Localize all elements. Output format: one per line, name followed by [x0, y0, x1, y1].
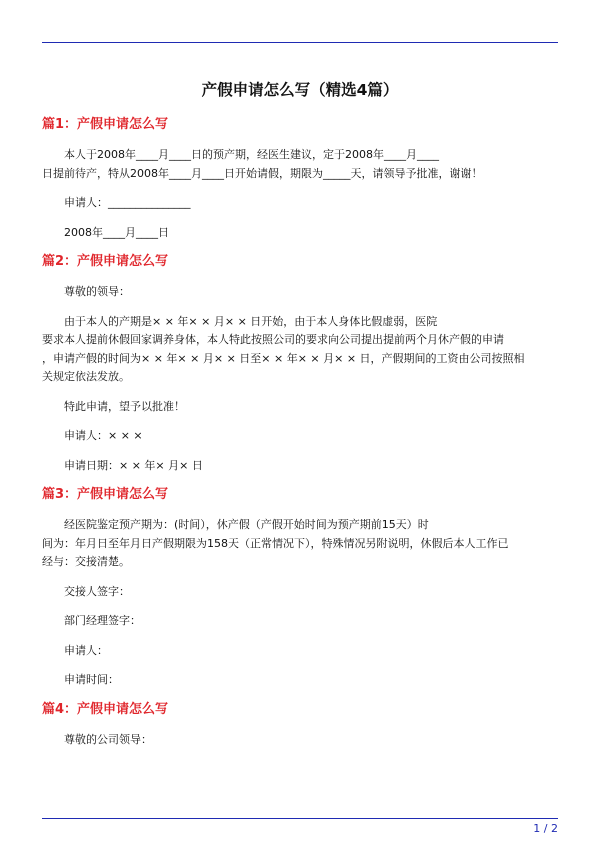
paragraph: [42, 224, 558, 243]
paragraph: [42, 583, 558, 602]
paragraph: [42, 642, 558, 661]
paragraph: [42, 313, 558, 387]
paragraph: [42, 671, 558, 690]
section-heading: 篇1：产假申请怎么写: [42, 117, 169, 132]
section-heading: 篇4：产假申请怎么写: [42, 701, 169, 717]
paragraph-line: 申请时间：: [64, 673, 119, 686]
paragraph-line: 2008年____月____日: [64, 225, 169, 239]
paragraph-line: 关规定依法发放。: [42, 370, 130, 383]
paragraph-line: ，申请产假的时间为× × 年× × 月× × 日至× × 年× × 月× × 日，产假期间的工资由公司按照相: [42, 351, 525, 365]
paragraph-line: 特此申请，望予以批准！: [64, 399, 185, 413]
paragraph-line: 日提前待产，特从2008年____月____日开始请假，期限为_____天，请领导予批准，谢谢！: [42, 166, 483, 180]
paragraph-line: 经与：交接清楚。: [42, 555, 130, 568]
paragraph-line: 尊敬的公司领导：: [64, 732, 152, 746]
section-heading: 篇2：产假申请怎么写: [42, 254, 169, 269]
footer-rule: [42, 818, 558, 819]
paragraph-line: 由于本人的产期是× × 年× × 月× × 日开始，由于本人身体比假虚弱，医院: [64, 314, 438, 328]
paragraph: [42, 194, 558, 213]
paragraph: [42, 612, 558, 631]
paragraph-line: 申请日期：× × 年× 月× 日: [64, 458, 203, 472]
header-rule: [42, 42, 558, 43]
paragraph-line: 间为：年月日至年月日产假期限为158天（正常情况下），特殊情况另附说明，休假后本人工作已: [42, 536, 509, 550]
paragraph: [42, 427, 558, 446]
paragraph: [42, 283, 558, 302]
paragraph: [42, 731, 558, 750]
paragraph-line: 申请人：× × ×: [64, 429, 143, 442]
paragraph-line: 尊敬的领导：: [64, 285, 130, 298]
paragraph-line: 申请人：: [64, 643, 108, 657]
section-heading: 篇3：产假申请怎么写: [42, 487, 169, 502]
paragraph: [42, 146, 558, 183]
paragraph-line: 本人于2008年____月____日的预产期，经医生建议，定于2008年____月____: [64, 148, 439, 161]
paragraph-line: 部门经理签字：: [64, 614, 141, 627]
paragraph-line: 经医院鉴定预产期为：(时间），休产假（产假开始时间为预产期前15天）时: [64, 518, 429, 531]
paragraph-line: 申请人：_______________: [64, 196, 191, 209]
document-title: 产假申请怎么写（精选4篇）: [201, 81, 399, 99]
paragraph: [42, 516, 558, 572]
paragraph: [42, 457, 558, 476]
paragraph-line: 交接人签字：: [64, 584, 130, 598]
document-body: [42, 116, 558, 760]
page-number: 1 / 2: [533, 822, 558, 835]
paragraph: [42, 398, 558, 417]
paragraph-line: 要求本人提前休假回家调养身体，本人特此按照公司的要求向公司提出提前两个月休产假的申请: [42, 333, 504, 346]
